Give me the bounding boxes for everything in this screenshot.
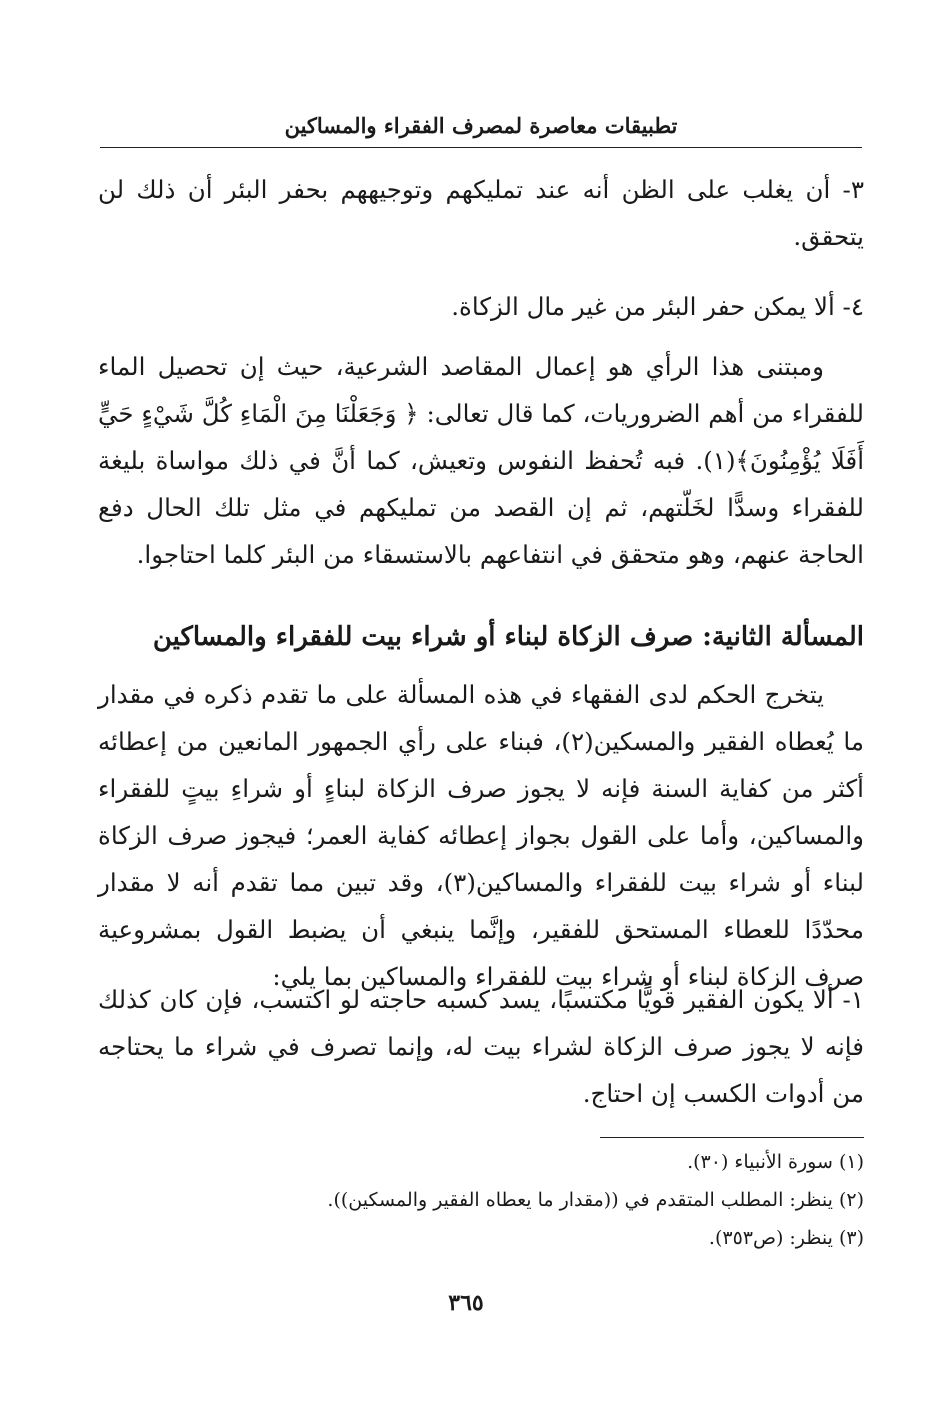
footnote-1: (١) سورة الأنبياء (٣٠). bbox=[687, 1151, 864, 1173]
footnote-divider bbox=[600, 1137, 864, 1138]
paragraph-ruling bbox=[98, 671, 864, 1000]
section-heading: المسألة الثانية: صرف الزكاة لبناء أو شراء بيت للفقراء والمساكين bbox=[152, 622, 864, 652]
running-header: تطبيقات معاصرة لمصرف الفقراء والمساكين bbox=[284, 113, 678, 138]
paragraph-condition-3 bbox=[98, 166, 864, 260]
footnote-2: (٢) ينظر: المطلب المتقدم في ((مقدار ما يعطاه الفقير والمسكين)). bbox=[327, 1189, 864, 1211]
paragraph-condition-4 bbox=[98, 283, 864, 330]
footnotes bbox=[200, 1143, 864, 1257]
paragraph-text: يتخرج الحكم لدى الفقهاء في هذه المسألة على ما تقدم ذكره في مقدار ما يُعطاه الفقير والمسكين(٢)، فبناء على رأي الجمهور المانعين من إعطائه أكثر من كفاية السنة فإنه لا يجوز صرف الزكاة لبناءٍ أو شراءِ بيتٍ للفقراء والمساكين، وأما على القول بجواز إعطائه كفاية العمر؛ فيجوز صرف الزكاة لبناء أو شراء بيت للفقراء والمساكين(٣)، وقد تبين مما تقدم أنه لا مقدار محدّدًا للعطاء المستحق للفقير، وإنَّما ينبغي أن يضبط القول بمشروعية صرف الزكاة لبناء أو شراء بيت للفقراء والمساكين بما يلي: bbox=[98, 680, 864, 991]
paragraph-text: ٤- ألا يمكن حفر البئر من غير مال الزكاة. bbox=[451, 292, 864, 321]
paragraph-text: ٣- أن يغلب على الظن أنه عند تمليكهم وتوجيههم بحفر البئر أن ذلك لن يتحقق. bbox=[98, 175, 864, 251]
paragraph-condition-1 bbox=[98, 976, 864, 1117]
footnote-3: (٣) ينظر: (ص٣٥٣). bbox=[708, 1227, 864, 1249]
header-divider bbox=[100, 147, 862, 148]
paragraph-text: ومبتنى هذا الرأي هو إعمال المقاصد الشرعية، حيث إن تحصيل الماء للفقراء من أهم الضروريات، كما قال تعالى: ﴿ وَجَعَلْنَا مِنَ الْمَاءِ كُلَّ شَيْءٍ حَيٍّ أَفَلَا يُؤْمِنُونَ﴾(١). فبه تُحفظ النفوس وتعيش، كما أنَّ في ذلك مواساة بليغة للفقراء وسدًّا لخَلّتهم، ثم إن القصد من تمليكهم في مثل تلك الحال دفع الحاجة عنهم، وهو متحقق في انتفاعهم بالاستسقاء من البئر كلما احتاجوا. bbox=[98, 352, 864, 569]
paragraph-rationale bbox=[98, 343, 864, 578]
paragraph-text: ١- ألا يكون الفقير قويًّا مكتسبًا، يسد كسبه حاجته لو اكتسب، فإن كان كذلك فإنه لا يجوز صرف الزكاة لشراء بيت له، وإنما تصرف في شراء ما يحتاجه من أدوات الكسب إن احتاج. bbox=[98, 985, 864, 1108]
page-number: ٣٦٥ bbox=[448, 1290, 484, 1316]
